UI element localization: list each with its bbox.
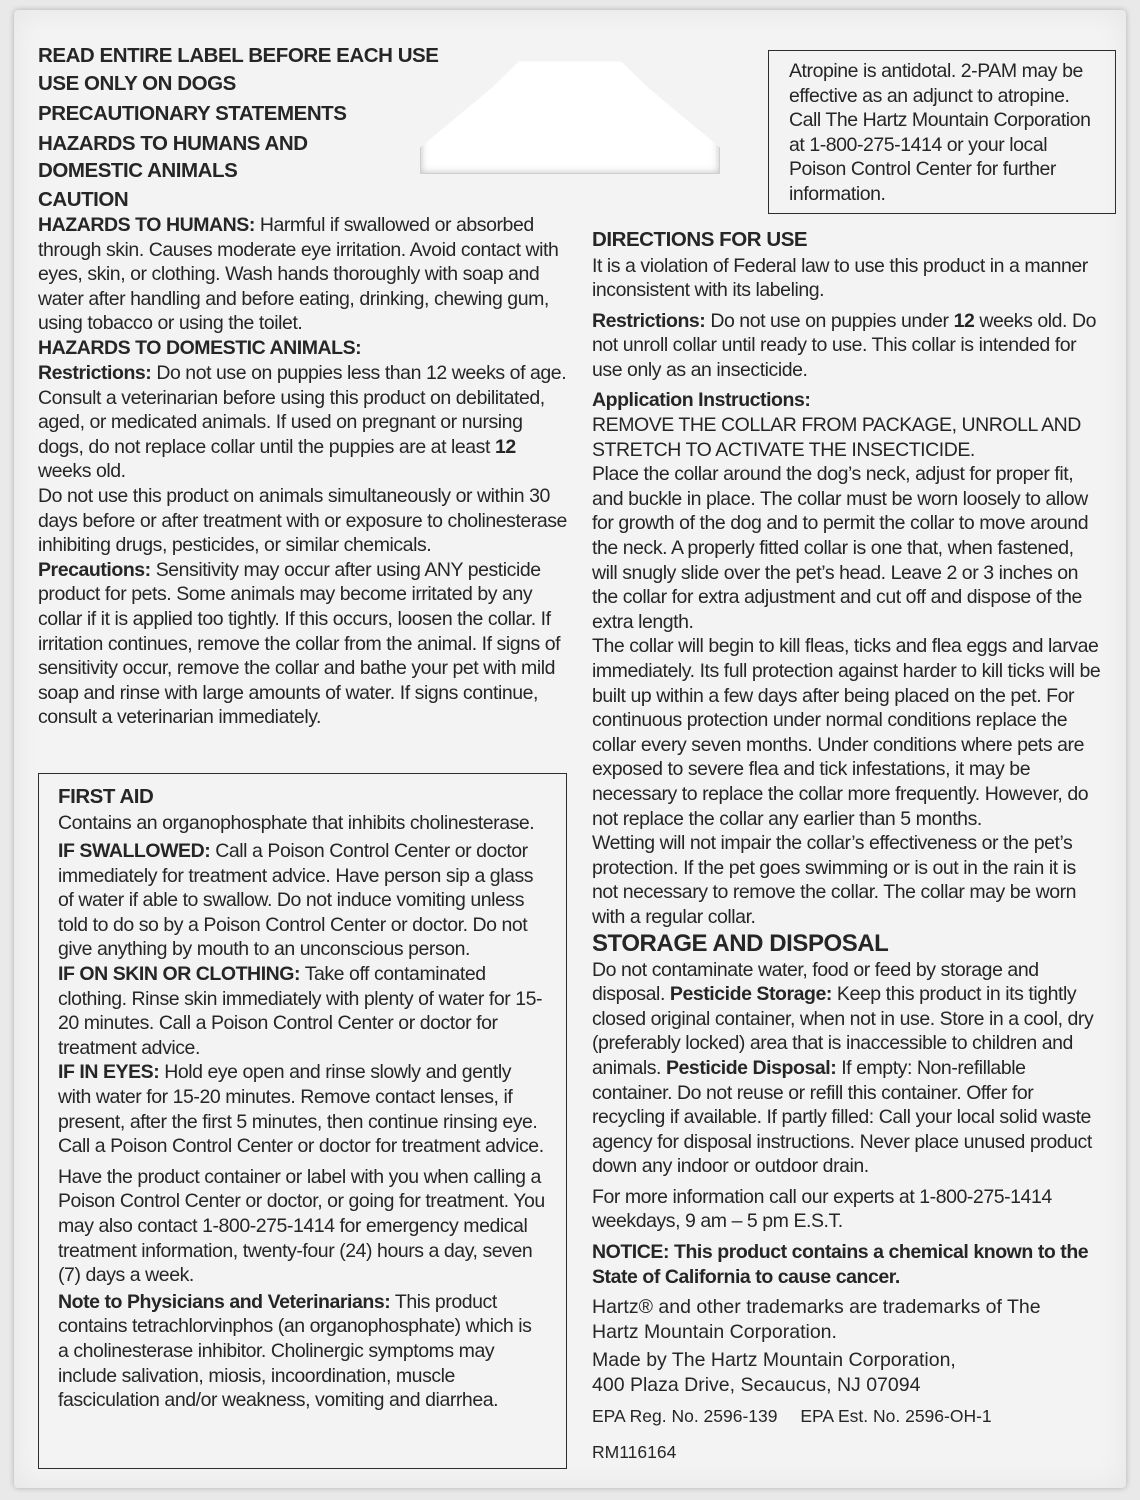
eyes-para xyxy=(58,1060,546,1158)
left-column xyxy=(38,42,570,730)
application-para: Place the collar around the dog’s neck, adjust for proper fit, and buckle in place. The collar must be worn loosely to allow for growth of the dog and to permit the collar to move around the neck. A properly fitted collar is one that, when fastened, will snugly slide over the pet’s head. Leave 2 or 3 inches on the collar for extra adjustment and cut off and dispose of the extra length. xyxy=(592,463,1089,633)
directions-restrictions-para xyxy=(592,309,1102,383)
epa-reg: EPA Reg. No. 2596-139 xyxy=(592,1405,778,1426)
container-para: Have the product container or label with you when calling a Poison Control Center or doctor, or going for treatment. You may also contact 1-800-275-1414 for emergency medical treatment information, twenty-four (24) hours a day, seven (7) days a week. xyxy=(58,1165,545,1287)
physicians-text: This product contains tetrachlorvinphos (an organophosphate) which is a cholinesterase inhibitor. Cholinergic symptoms may include salivation, miosis, incoordination, muscle fasciculation and/or weakness, vomiting and diarrhea. xyxy=(58,1290,532,1412)
precautions-text: Sensitivity may occur after using ANY pesticide product for pets. Some animals may become irritated by any collar if it is applied too tightly. If this occurs, loosen the collar. If irritation continues, remove the collar from the animal. If signs of sensitivity occur, remove the collar and bathe your pet with mild soap and rinse with large amounts of water. If signs continue, consult a veterinarian immediately. xyxy=(38,558,561,729)
kill-para: The collar will begin to kill fleas, ticks and flea eggs and larvae immediately. Its full protection against harder to kill ticks will be built up within a few days after being placed on the pet. For continuous protection under normal conditions replace the collar every seven months. Under conditions where pets are exposed to severe flea and tick infestations, it may be necessary to replace the collar more frequently. However, do not replace the collar any earlier than 5 months. xyxy=(592,635,1101,830)
restrictions-text: Do not use on puppies less than 12 weeks of age. Consult a veterinarian before using this product on debilitated, aged, or medicated animals. If used on pregnant or nursing dogs, do not replace collar until the puppies are at least xyxy=(38,361,567,458)
directions-restrictions-text: Do not use on puppies under xyxy=(710,309,949,332)
physicians-para xyxy=(58,1290,546,1413)
restrictions-para xyxy=(38,361,570,484)
product-code: RM116164 xyxy=(592,1442,677,1463)
skin-para xyxy=(58,962,546,1060)
application-caps: REMOVE THE COLLAR FROM PACKAGE, UNROLL AND STRETCH TO ACTIVATE THE INSECTICIDE. xyxy=(592,414,1081,461)
swallowed-para xyxy=(58,839,546,962)
restrictions-num: 12 xyxy=(494,435,516,458)
trademark-para: Hartz® and other trademarks are trademarks of The Hartz Mountain Corporation. xyxy=(592,1296,1041,1343)
notice-text: NOTICE: This product contains a chemical known to the State of California to cause cancer. xyxy=(592,1241,1089,1288)
disposal-text: If empty: Non-refillable container. Do not reuse or refill this container. Offer for recycling if available. If partly filled: Call your local solid waste agency for disposal instructions. Never place unused product down any indoor or outdoor drain. xyxy=(592,1056,1092,1178)
hazards-humans-text: Harmful if swallowed or absorbed through skin. Causes moderate eye irritation. Avoid contact with eyes, skin, or clothing. Wash hands thoroughly with soap and water after handling and before eating, drinking, chewing gum, using tobacco or using the toilet. xyxy=(38,214,559,335)
directions-restrictions-label: Restrictions: xyxy=(592,309,706,332)
skin-label: IF ON SKIN OR CLOTHING: xyxy=(58,963,301,986)
epa-line xyxy=(592,1404,1102,1429)
first-aid-content xyxy=(58,783,546,1413)
notice-para xyxy=(592,1240,1102,1289)
directions-restrictions-end: weeks old. Do not unroll collar until ready to use. This collar is intended for use only as an insecticide. xyxy=(592,309,1096,381)
swallowed-label: IF SWALLOWED: xyxy=(58,840,211,863)
hazards-humans-para xyxy=(38,213,570,336)
info-para: For more information call our experts at 1-800-275-1414 weekdays, 9 am – 5 pm E.S.T. xyxy=(592,1185,1052,1233)
disposal-label: Pesticide Disposal: xyxy=(665,1056,837,1079)
storage-para xyxy=(592,958,1102,1179)
skin-text: Take off contaminated clothing. Rinse skin immediately with plenty of water for 15-20 minutes. Call a Poison Control Center or doctor for treatment advice. xyxy=(58,963,543,1059)
header-dogs-only: USE ONLY ON DOGS xyxy=(38,71,236,95)
header-hazards-2: DOMESTIC ANIMALS xyxy=(38,159,238,182)
simultaneous-para: Do not use this product on animals simultaneously or within 30 days before or after treatment with or exposure to cholinesterase inhibiting drugs, pesticides, or similar chemicals. xyxy=(38,484,567,557)
application-label-text: Application Instructions: xyxy=(592,389,811,412)
storage-title: STORAGE AND DISPOSAL xyxy=(592,929,889,957)
wetting-para: Wetting will not impair the collar’s effectiveness or the pet’s protection. If the pet goes swimming or is out in the rain it is not necessary to remove the collar. The collar may be worn with a regular collar. xyxy=(592,832,1077,928)
directions-restrictions-num: 12 xyxy=(953,309,975,332)
header-caution: CAUTION xyxy=(38,187,129,211)
federal-para: It is a violation of Federal law to use this product in a manner inconsistent with its labeling. xyxy=(592,254,1088,302)
made-by-para: Made by The Hartz Mountain Corporation, 400 Plaza Drive, Secaucus, NJ 07094 xyxy=(592,1349,956,1397)
storage-text1: Do not contaminate water, food or feed by storage and disposal. xyxy=(592,958,1039,1006)
restrictions-label: Restrictions: xyxy=(38,361,152,384)
first-aid-intro: Contains an organophosphate that inhibits cholinesterase. xyxy=(58,811,535,834)
hazards-domestic-title: HAZARDS TO DOMESTIC ANIMALS: xyxy=(38,336,362,359)
hazards-humans-label: HAZARDS TO HUMANS: xyxy=(38,214,255,236)
header-precautionary: PRECAUTIONARY STATEMENTS xyxy=(38,102,347,125)
application-label xyxy=(592,388,1102,413)
right-column xyxy=(592,226,1102,1465)
storage-label: Pesticide Storage: xyxy=(669,983,832,1006)
storage-text: Keep this product in its tightly closed original container, when not in use. Store in a cool, dry (preferably locked) area that is inaccessible to children and animals. xyxy=(592,983,1094,1079)
first-aid-title: FIRST AID xyxy=(58,785,154,808)
physicians-label: Note to Physicians and Veterinarians: xyxy=(58,1290,391,1313)
eyes-label: IF IN EYES: xyxy=(58,1061,160,1084)
header-hazards-1: HAZARDS TO HUMANS AND xyxy=(38,131,308,155)
precautions-label: Precautions: xyxy=(38,558,151,581)
directions-title: DIRECTIONS FOR USE xyxy=(592,228,808,251)
epa-est: EPA Est. No. 2596-OH-1 xyxy=(800,1405,992,1426)
antidote-content xyxy=(789,59,1101,207)
antidote-text: Atropine is antidotal. 2-PAM may be effective as an adjunct to atropine. Call The Hartz Mountain Corporation at 1-800-275-1414 or your local Poison Control Center for further information. xyxy=(789,60,1091,205)
swallowed-text: Call a Poison Control Center or doctor immediately for treatment advice. Have person sip a glass of water if able to swallow. Do not induce vomiting unless told to do so by a Poison Control Center or doctor. Do not give anything by mouth to an unconscious person. xyxy=(58,840,534,961)
precautions-para xyxy=(38,558,570,730)
header-read-label: READ ENTIRE LABEL BEFORE EACH USE xyxy=(38,44,439,67)
restrictions-end: weeks old. xyxy=(38,460,126,483)
eyes-text: Hold eye open and rinse slowly and gently with water for 15-20 minutes. Remove contact lenses, if present, after the first 5 minutes, then continue rinsing eye. Call a Poison Control Center or doctor for treatment advice. xyxy=(58,1061,544,1158)
